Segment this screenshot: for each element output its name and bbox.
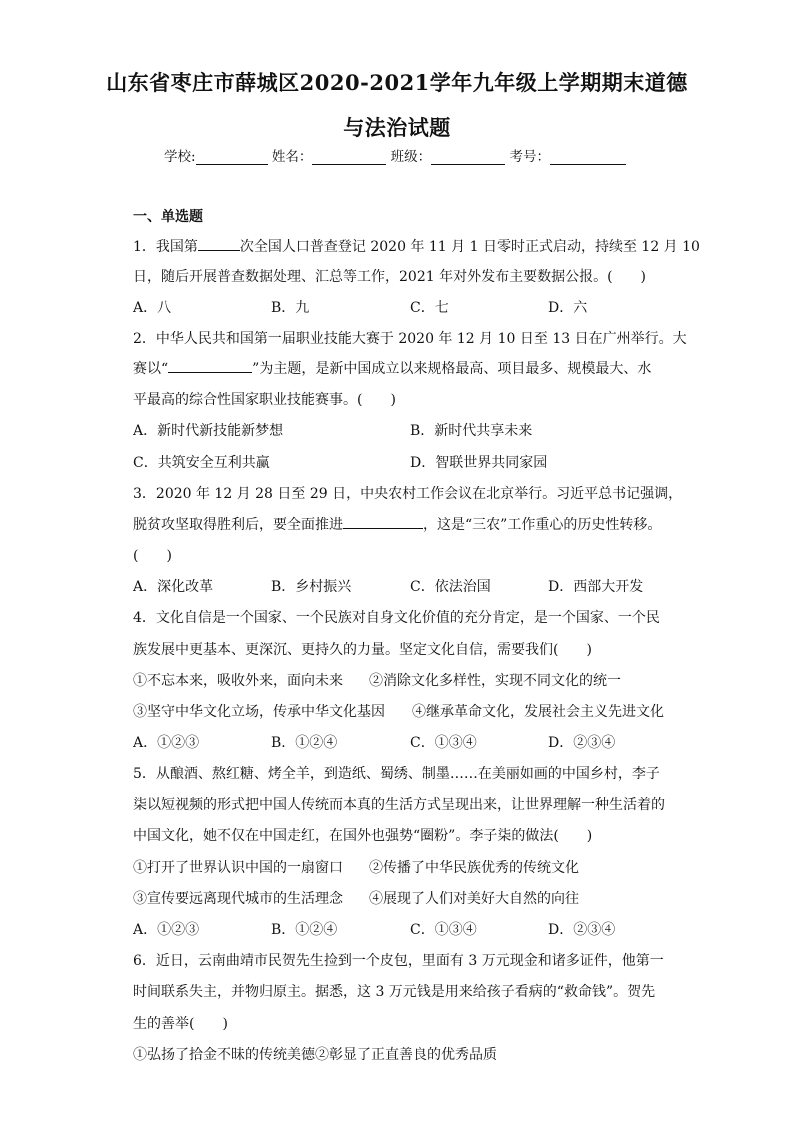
question-1-line-1 xyxy=(133,236,700,256)
question-3-blank xyxy=(343,514,423,529)
question-2-text-a: 赛以“ xyxy=(133,361,169,377)
question-5-statement-4: ④展现了人们对美好大自然的向往 xyxy=(369,891,579,907)
question-2-option-b[interactable]: B．新时代共享未来 xyxy=(410,423,533,439)
question-2-option-c[interactable]: C．共筑安全互利共赢 xyxy=(133,455,270,471)
student-info-row xyxy=(164,145,626,165)
question-6-line-1: 6．近日，云南曲靖市民贺先生捡到一个皮包，里面有 3 万元现金和诸多证件，他第一 xyxy=(133,953,664,969)
question-2-line-1: 2．中华人民共和国第一届职业技能大赛于 2020 年 12 月 10 日至 13 日在广州举行。大 xyxy=(133,331,687,347)
question-1-blank xyxy=(198,236,240,251)
question-5-option-a[interactable]: A．①②③ xyxy=(133,922,200,938)
question-2-text-b: ”为主题，是新中国成立以来规格最高、项目最多、规模最大、水 xyxy=(252,361,652,377)
question-4-option-c[interactable]: C．①③④ xyxy=(410,735,477,751)
question-3-line-3: ( ) xyxy=(133,548,172,564)
question-3-text-b: ，这是“三农”工作重心的历史性转移。 xyxy=(423,517,662,533)
name-field[interactable] xyxy=(312,150,386,165)
question-4-option-d[interactable]: D．②③④ xyxy=(548,735,616,751)
question-3-line-2 xyxy=(133,514,663,534)
question-2-option-a[interactable]: A．新时代新技能新梦想 xyxy=(133,423,284,439)
question-5-option-c[interactable]: C．①③④ xyxy=(410,922,477,938)
school-label: 学校: xyxy=(164,149,196,165)
question-6-line-3: 生的善举( ) xyxy=(133,1016,228,1032)
question-1-text-a: 1．我国第 xyxy=(133,239,198,255)
question-4-statement-1: ①不忘本来，吸收外来，面向未来 xyxy=(133,673,343,689)
question-5-statement-1: ①打开了世界认识中国的一扇窗口 xyxy=(133,860,343,876)
question-3-option-c[interactable]: C．依法治国 xyxy=(410,579,491,595)
question-1-text-b: 次全国人口普查登记 2020 年 11 月 1 日零时正式启动，持续至 12 月 10 xyxy=(239,239,700,255)
exam-title-line-2: 与法治试题 xyxy=(343,115,451,140)
question-5-statement-3: ③宣传要远离现代城市的生活理念 xyxy=(133,891,343,907)
exam-no-label: 考号： xyxy=(509,149,550,165)
exam-title-line-1: 山东省枣庄市薛城区2020-2021学年九年级上学期期末道德 xyxy=(106,70,688,95)
question-4-line-2: 族发展中更基本、更深沉、更持久的力量。坚定文化自信，需要我们( ) xyxy=(133,642,592,658)
school-field[interactable] xyxy=(196,150,268,165)
question-1-option-b[interactable]: B．九 xyxy=(271,300,310,316)
name-label: 姓名： xyxy=(271,149,313,165)
question-3-text-a: 脱贫攻坚取得胜利后，要全面推进 xyxy=(133,517,343,533)
question-5-option-d[interactable]: D．②③④ xyxy=(548,922,616,938)
question-6-line-2: 时间联系失主，并物归原主。据悉，这 3 万元钱是用来给孩子看病的“救命钱”。贺先 xyxy=(133,984,656,1000)
question-5-line-1: 5．从酿酒、熬红糖、烤全羊，到造纸、蜀绣、制墨……在美丽如画的中国乡村，李子 xyxy=(133,766,660,782)
question-1-line-2: 日，随后开展普查数据处理、汇总等工作，2021 年对外发布主要数据公报。( ) xyxy=(133,269,647,285)
question-6-statements-1-2: ①弘扬了拾金不昧的传统美德②彰显了正直善良的优秀品质 xyxy=(133,1047,497,1063)
question-3-option-b[interactable]: B．乡村振兴 xyxy=(271,579,352,595)
question-5-option-b[interactable]: B．①②④ xyxy=(271,922,338,938)
question-5-statement-2: ②传播了中华民族优秀的传统文化 xyxy=(369,860,579,876)
question-4-line-1: 4．文化自信是一个国家、一个民族对自身文化价值的充分肯定，是一个国家、一个民 xyxy=(133,610,660,626)
question-3-option-d[interactable]: D．西部大开发 xyxy=(548,579,644,595)
question-5-line-3: 中国文化，她不仅在中国走红，在国外也强势“圈粉”。李子柒的做法( ) xyxy=(133,828,593,844)
question-2-option-d[interactable]: D．智联世界共同家园 xyxy=(410,455,548,471)
question-4-statement-4: ④继承革命文化，发展社会主义先进文化 xyxy=(412,704,664,720)
question-4-option-a[interactable]: A．①②③ xyxy=(133,735,200,751)
question-3-option-a[interactable]: A．深化改革 xyxy=(133,579,214,595)
question-2-blank xyxy=(168,358,252,373)
question-4-option-b[interactable]: B．①②④ xyxy=(271,735,338,751)
question-1-option-c[interactable]: C．七 xyxy=(410,300,449,316)
question-5-line-2: 柒以短视频的形式把中国人传统而本真的生活方式呈现出来，让世界理解一种生活着的 xyxy=(133,797,665,813)
question-1-option-a[interactable]: A．八 xyxy=(133,300,172,316)
class-field[interactable] xyxy=(431,150,505,165)
question-2-line-3: 平最高的综合性国家职业技能赛事。( ) xyxy=(133,392,396,408)
question-3-line-1: 3．2020 年 12 月 28 日至 29 日，中央农村工作会议在北京举行。习近平总书记强调， xyxy=(133,486,683,502)
question-4-statement-3: ③坚守中华文化立场，传承中华文化基因 xyxy=(133,704,385,720)
section-heading: 一、单选题 xyxy=(133,209,203,225)
class-label: 班级： xyxy=(390,149,432,165)
question-4-statement-2: ②消除文化多样性，实现不同文化的统一 xyxy=(369,673,621,689)
exam-no-field[interactable] xyxy=(550,150,626,165)
question-1-option-d[interactable]: D．六 xyxy=(548,300,588,316)
question-2-line-2 xyxy=(133,358,663,378)
